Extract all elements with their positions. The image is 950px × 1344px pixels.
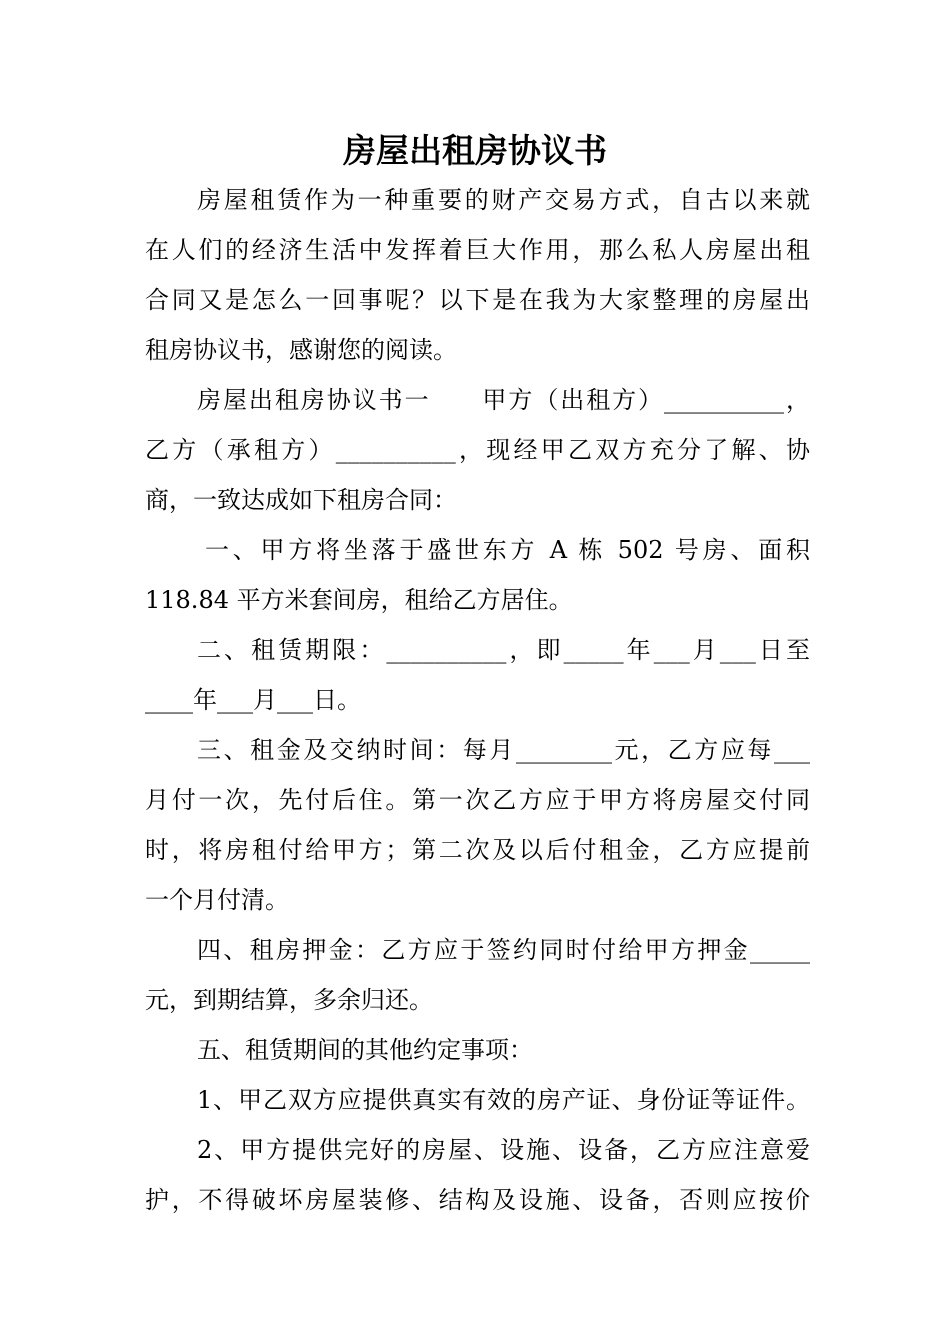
clause-line: 时，将房租付给甲方；第二次及以后付租金，乙方应提前 [145,836,810,864]
clause-line: 一个月付清。 [145,886,289,914]
clause-line: 四、租房押金：乙方应于签约同时付给甲方押金_____ [197,936,810,964]
clause-line: 元，到期结算，多余归还。 [145,986,433,1014]
paragraph-line: 租房协议书，感谢您的阅读。 [145,336,457,364]
clause-line: 月付一次，先付后住。第一次乙方应于甲方将房屋交付同 [145,786,810,814]
clause-line: ____年___月___日。 [145,686,361,714]
document-title: 房屋出租房协议书 [343,131,607,170]
clause-line: 三、租金及交纳时间：每月________元，乙方应每___ [197,736,810,764]
paragraph-line: 在人们的经济生活中发挥着巨大作用，那么私人房屋出租 [145,236,810,264]
paragraph-line: 房屋出租房协议书一 甲方（出租方）__________， [197,386,810,414]
clause-line: 一、甲方将坐落于盛世东方 A 栋 502 号房、面积 [205,536,810,564]
paragraph-line: 商，一致达成如下租房合同： [145,486,457,514]
clause-line: 118.84 平方米套间房，租给乙方居住。 [145,586,573,614]
clause-line: 五、租赁期间的其他约定事项： [197,1036,533,1064]
clause-line: 2、甲方提供完好的房屋、设施、设备，乙方应注意爱 [197,1136,810,1164]
clause-line: 1、甲乙双方应提供真实有效的房产证、身份证等证件。 [197,1086,810,1114]
paragraph-line: 房屋租赁作为一种重要的财产交易方式，自古以来就 [197,186,810,214]
clause-line: 二、租赁期限：__________，即_____年___月___日至 [197,636,810,664]
clause-line: 护，不得破坏房屋装修、结构及设施、设备，否则应按价 [145,1186,810,1214]
paragraph-line: 乙方（承租方）__________，现经甲乙双方充分了解、协 [145,436,810,464]
paragraph-line: 合同又是怎么一回事呢？以下是在我为大家整理的房屋出 [145,286,810,314]
